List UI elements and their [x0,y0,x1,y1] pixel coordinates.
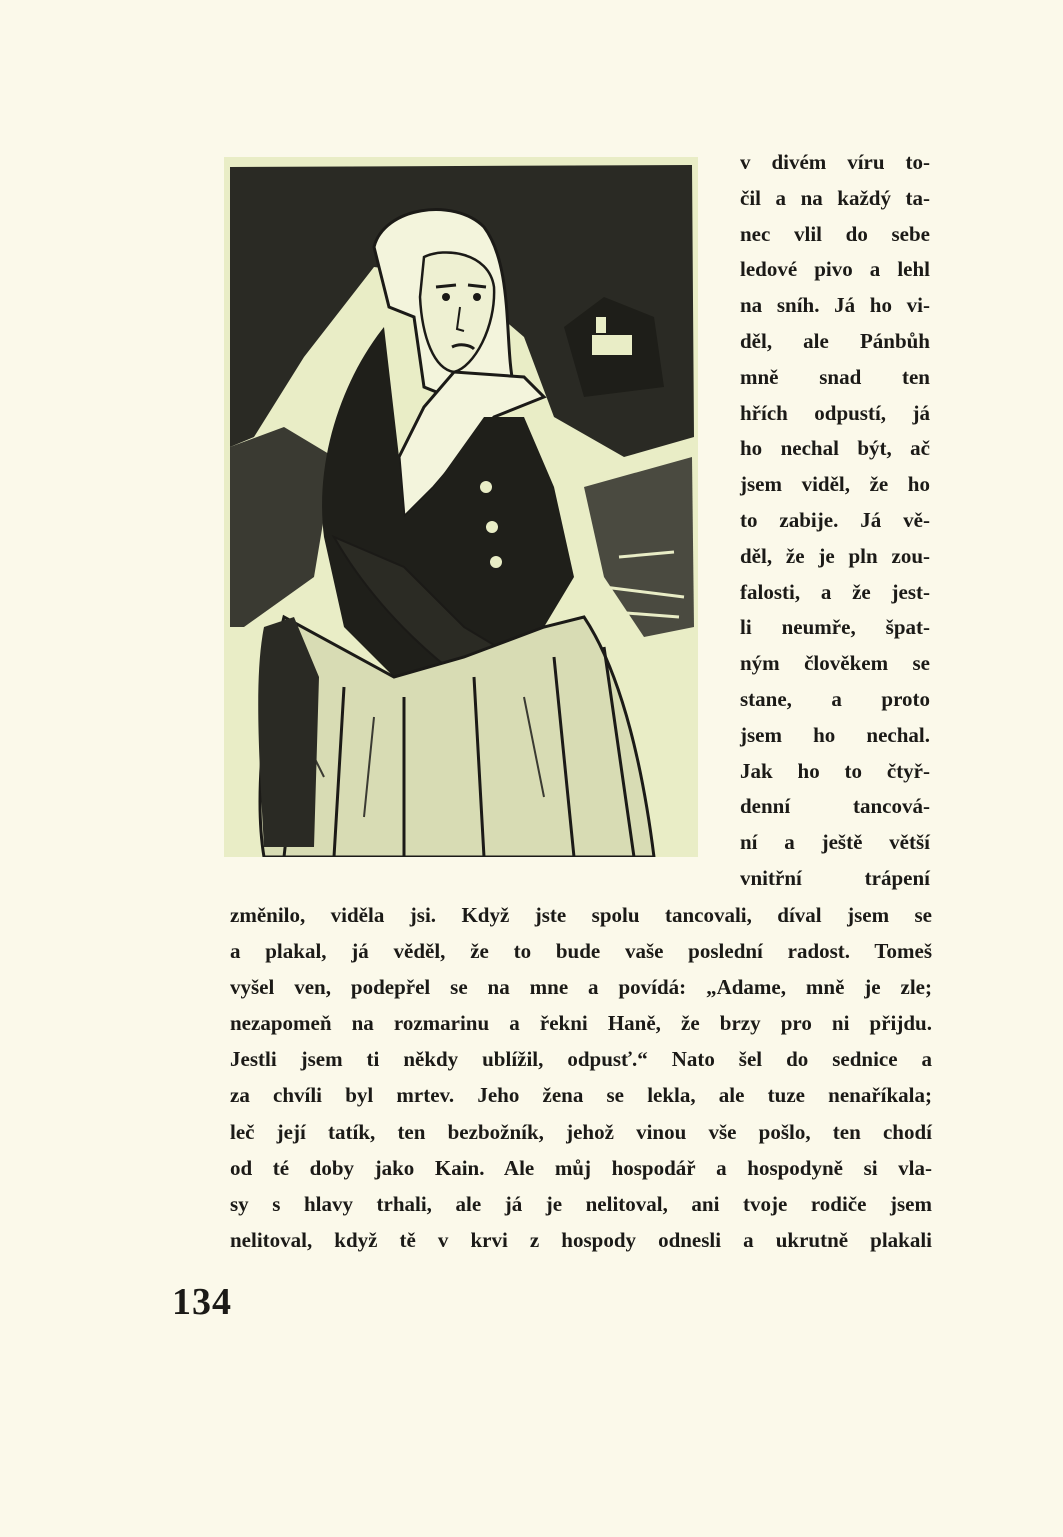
text-line: ho nechal být, ač [740,436,930,461]
text-line: falosti, a že jest- [740,579,930,604]
illustration-drawing [224,157,698,857]
text-line: děl, že je pln zou- [740,543,930,568]
text-line: změnilo, viděla jsi. Když jste spolu tancovali, díval jsem se [230,903,932,927]
text-line: stane, a proto [740,686,930,711]
page-number: 134 [172,1281,232,1323]
text-line: mně snad ten [740,364,930,389]
text-column-full-width [230,897,932,1258]
text-line: sy s hlavy trhali, ale já je nelitoval, ani tvoje rodiče jsem [230,1191,932,1216]
text-line: jsem ho nechal. [740,722,930,747]
text-line: v divém víru to- [740,150,930,174]
text-line: od té doby jako Kain. Ale můj hospodář a hospodyně si vla- [230,1155,932,1180]
text-line: nelitoval, když tě v krvi z hospody odnesli a ukrutně plakali [230,1227,932,1252]
text-line: nec vlil do sebe [740,221,930,246]
text-line: nezapomeň na rozmarinu a řekni Haně, že brzy pro ni přijdu. [230,1011,932,1036]
text-line: a plakal, já věděl, že to bude vaše poslední radost. Tomeš [230,939,932,964]
text-line: jsem viděl, že ho [740,472,930,497]
text-line: děl, ale Pánbůh [740,328,930,353]
text-line: ní a ještě větší [740,830,930,855]
text-line: hřích odpustí, já [740,400,930,425]
text-line: na sníh. Já ho vi- [740,293,930,318]
text-line: denní tancová- [740,794,930,819]
text-line: Jestli jsem ti někdy ublížil, odpusť.“ Nato šel do sednice a [230,1047,932,1072]
text-line: vnitřní trápení [740,865,930,890]
text-line: to zabije. Já vě- [740,507,930,532]
text-line: vyšel ven, podepřel se na mne a povídá: „Adame, mně je zle; [230,975,932,1000]
text-line: leč její tatík, ten bezbožník, jehož vinou vše pošlo, ten chodí [230,1119,932,1144]
text-line: li neumře, špat- [740,615,930,640]
text-line: za chvíli byl mrtev. Jeho žena se lekla, ale tuze nenaříkala; [230,1083,932,1108]
text-line: ným člověkem se [740,651,930,676]
text-line: čil a na každý ta- [740,185,930,210]
text-column-right [740,145,930,897]
text-line: Jak ho to čtyř- [740,758,930,783]
text-line: ledové pivo a lehl [740,257,930,282]
illustration-woman-in-headscarf [224,157,698,857]
